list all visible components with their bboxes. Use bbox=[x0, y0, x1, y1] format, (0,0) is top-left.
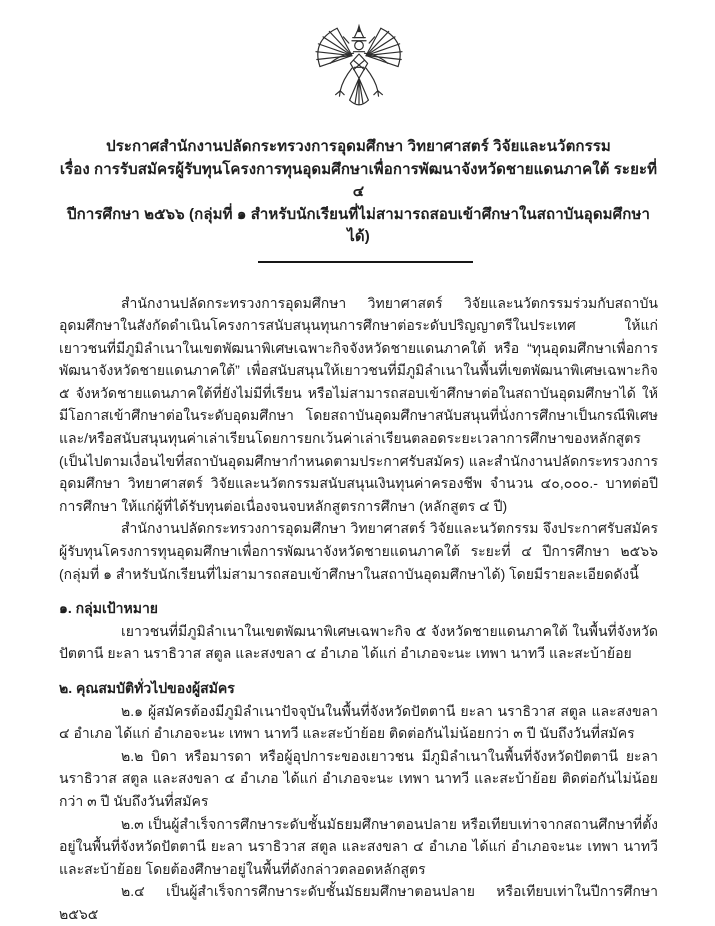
section-2-heading: ๒. คุณสมบัติทั่วไปของผู้สมัคร bbox=[59, 680, 235, 696]
clause-2-4: ๒.๔ เป็นผู้สำเร็จการศึกษาระดับชั้นมัธยมศึกษาตอนปลาย หรือเทียบเท่าในปีการศึกษา ๒๕๖๕ bbox=[59, 883, 658, 922]
title-line-2: เรื่อง การรับสมัครผู้รับทุนโครงการทุนอุดมศึกษาเพื่อการพัฒนาจังหวัดชายแดนภาคใต้ ระยะที่ ๔ bbox=[59, 160, 658, 200]
section-1-body: เยาวชนที่มีภูมิลำเนาในเขตพัฒนาพิเศษเฉพาะกิจ ๕ จังหวัดชายแดนภาคใต้ ในพื้นที่จังหวัดปัตตานี ยะลา นราธิวาส สตูล และสงขลา ๔ อำเภอ ได้แก่ อำเภอจะนะ เทพา นาทวี และสะบ้าย้อย bbox=[59, 622, 658, 662]
section-1-heading: ๑. กลุ่มเป้าหมาย bbox=[59, 600, 159, 617]
intro-paragraph: สำนักงานปลัดกระทรวงการอุดมศึกษา วิทยาศาสตร์ วิจัยและนวัตกรรมร่วมกับสถาบันอุดมศึกษาในสังกัดดำเนินโครงการสนับสนุนทุนการศึกษาต่อระดับปริญญาตรีในประเทศ ให้แก่เยาวชนที่มีภูมิลำเนาในเขตพัฒนาพิเศษเฉพาะกิจจังหวัดชายแดนภาคใต้ หรือ “ทุนอุดมศึกษาเพื่อการพัฒนาจังหวัดชายแดนภาคใต้” เพื่อสนับสนุนให้เยาวชนที่มีภูมิลำเนาในพื้นที่เขตพัฒนาพิเศษเฉพาะกิจ ๕ จังหวัดชายแดนภาคใต้ที่ยังไม่มีที่เรียน หรือไม่สามารถสอบเข้าศึกษาต่อในสถาบันอุดมศึกษาได้ ให้มีโอกาสเข้าศึกษาต่อในระดับอุดมศึกษา โดยสถาบันอุดมศึกษาสนับสนุนที่นั่งการศึกษาเป็นกรณีพิเศษ และ/หรือสนับสนุนทุนค่าเล่าเรียนโดยการยกเว้นค่าเล่าเรียนตลอดระยะเวลาการศึกษาของหลักสูตร (เป็นไปตามเงื่อนไขที่สถาบันอุดมศึกษากำหนดตามประกาศรับสมัคร) และสำนักงานปลัดกระทรวงการอุดมศึกษา วิทยาศาสตร์ วิจัยและนวัตกรรมสนับสนุนเงินทุนค่าครองชีพ จำนวน ๔๐,๐๐๐.- บาทต่อปีการศึกษา ให้แก่ผู้ที่ได้รับทุนต่อเนื่องจนจบหลักสูตรการศึกษา (หลักสูตร ๔ ปี) bbox=[59, 294, 658, 514]
clause-2-2: ๒.๒ บิดา หรือมารดา หรือผู้อุปการะของเยาวชน มีภูมิลำเนาในพื้นที่จังหวัดปัตตานี ยะลา นราธิวาส สตูล และสงขลา ๔ อำเภอ ได้แก่ อำเภอจะนะ เทพา นาทวี และสะบ้าย้อย ติดต่อกันไม่น้อยกว่า ๓ ปี นับถึงวันที่สมัคร bbox=[59, 747, 658, 809]
clause-2-3: ๒.๓ เป็นผู้สำเร็จการศึกษาระดับชั้นมัธยมศึกษาตอนปลาย หรือเทียบเท่าจากสถานศึกษาที่ตั้งอยู่ในพื้นที่จังหวัดปัตตานี ยะลา นราธิวาส สตูล และสงขลา ๔ อำเภอ ได้แก่ อำเภอจะนะ เทพา นาทวี และสะบ้าย้อย โดยต้องศึกษาอยู่ในพื้นที่ดังกล่าวตลอดหลักสูตร bbox=[59, 815, 658, 877]
clause-2-1: ๒.๑ ผู้สมัครต้องมีภูมิลำเนาปัจจุบันในพื้นที่จังหวัดปัตตานี ยะลา นราธิวาส สตูล และสงขลา ๔ อำเภอ ได้แก่ อำเภอจะนะ เทพา นาทวี และสะบ้าย้อย ติดต่อกันไม่น้อยกว่า ๓ ปี นับถึงวันที่สมัคร bbox=[59, 702, 658, 742]
title-divider bbox=[258, 261, 473, 263]
title-line-1: ประกาศสำนักงานปลัดกระทรวงการอุดมศึกษา วิทยาศาสตร์ วิจัยและนวัตกรรม bbox=[106, 138, 611, 155]
announcement-paragraph: สำนักงานปลัดกระทรวงการอุดมศึกษา วิทยาศาสตร์ วิจัยและนวัตกรรม จึงประกาศรับสมัครผู้รับทุนโครงการทุนอุดมศึกษาเพื่อการพัฒนาจังหวัดชายแดนภาคใต้ ระยะที่ ๔ ปีการศึกษา ๒๕๖๖ (กลุ่มที่ ๑ สำหรับนักเรียนที่ไม่สามารถสอบเข้าศึกษาในสถาบันอุดมศึกษาได้) โดยมีรายละเอียดดังนี้ bbox=[59, 520, 658, 582]
document-body bbox=[59, 292, 658, 926]
title-line-3: ปีการศึกษา ๒๕๖๖ (กลุ่มที่ ๑ สำหรับนักเรียนที่ไม่สามารถสอบเข้าศึกษาในสถาบันอุดมศึกษาได้) bbox=[67, 205, 650, 245]
garuda-emblem-icon bbox=[59, 22, 658, 124]
document-title bbox=[59, 136, 658, 249]
